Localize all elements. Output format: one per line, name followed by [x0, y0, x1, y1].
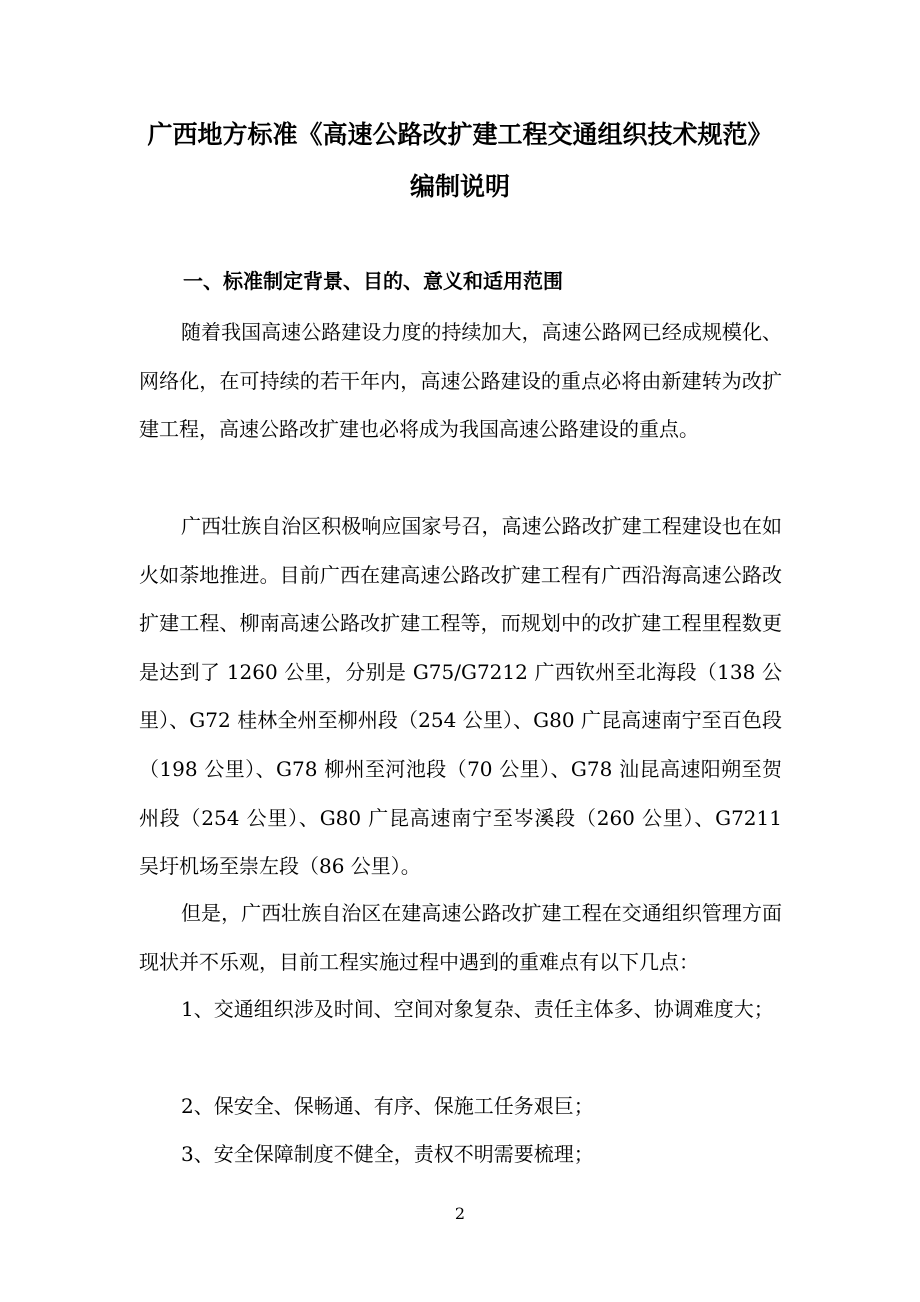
paragraph: 随着我国高速公路建设力度的持续加大，高速公路网已经成规模化、网络化，在可持续的若干年内，高速公路建设的重点必将由新建转为改扩建工程，高速公路改扩建也必将成为我国高速公路建设的重点。 — [139, 320, 782, 442]
paragraph: 但是，广西壮族自治区在建高速公路改扩建工程在交通组织管理方面现状并不乐观，目前工程实施过程中遇到的重难点有以下几点： — [139, 901, 782, 974]
page-number: 2 — [454, 1204, 466, 1223]
list-item: 1、交通组织涉及时间、空间对象复杂、责任主体多、协调难度大； — [181, 997, 774, 1021]
document-title: 广西地方标准《高速公路改扩建工程交通组织技术规范》 — [147, 120, 773, 149]
paragraph: 广西壮族自治区积极响应国家号召，高速公路改扩建工程建设也在如火如荼地推进。目前广西在建高速公路改扩建工程有广西沿海高速公路改扩建工程、柳南高速公路改扩建工程等，而规划中的改扩建工程里程数更是达到了 1260 公里，分别是 G75/G7212 广西钦州至北海段（138 公里）、G72 桂林全州至柳州段（254 公里）、G80 广昆高速南宁至百色段（198 公里）、G78 柳州至河池段（70 公里）、G78 汕昆高速阳朔至贺州段（254 公里）、G80 广昆高速南宁至岑溪段（260 公里）、G7211 吴圩机场至崇左段（86 公里）。 — [139, 514, 782, 879]
list-item: 2、保安全、保畅通、有序、保施工任务艰巨； — [181, 1094, 594, 1118]
document-subtitle: 编制说明 — [409, 172, 510, 201]
section-heading: 一、标准制定背景、目的、意义和适用范围 — [183, 269, 563, 293]
list-item: 3、安全保障制度不健全，责权不明需要梳理； — [181, 1142, 594, 1166]
